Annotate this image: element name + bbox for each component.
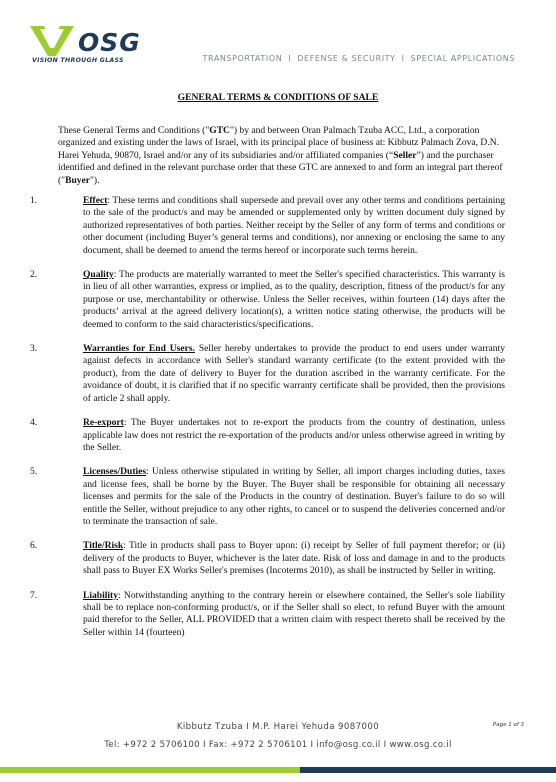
clause-liability: [30, 590, 505, 640]
clause-body: : The products are materially warranted to meet the Seller's specified characteristics. This warranty is in lieu of all other warranties, express or implied, as to the quality, description, fitness of the product/s for any purpose or use, merchantability or otherwise. Unless the Seller receives, within fourteen (14) days after the products’ arrival at the agreed delivery location(s), a written notice stating otherwise, the products will be deemed to conform to the said characteristics/specifications.: [83, 269, 505, 330]
clause-heading: Effect: [83, 195, 108, 206]
clause-number: 3.: [30, 343, 38, 355]
nav-defense-security: DEFENSE & SECURITY: [297, 54, 396, 63]
header-nav: [203, 54, 516, 63]
brand-name: OSG: [78, 28, 141, 57]
footer-address: Kibbutz Tzuba I M.P. Harei Yehuda 9087000: [176, 722, 380, 732]
page-header: [0, 0, 556, 80]
clause-number: 5.: [30, 466, 38, 478]
clause-heading: Re-export: [83, 417, 124, 429]
clause-title-risk: [30, 540, 505, 577]
nav-transportation: TRANSPORTATION: [202, 54, 283, 63]
clause-number: 4.: [30, 417, 38, 429]
intro-text: These General Terms and Conditions (": [58, 125, 210, 136]
intro-defined-term: GTC: [209, 125, 230, 136]
intro-text: ”) and the purchaser identified and defined in the relevant purchase order that these GTC are annexed to and form an integral part thereof (": [58, 149, 503, 186]
nav-separator: I: [401, 54, 405, 63]
clause-body: : Notwithstanding anything to the contrary herein or elsewhere contained, the Seller's sole liability shall be to replace non-conforming product/s, or if the Seller shall so elect, to refund Buyer with the amount paid therefor to the Seller, ALL PROVIDED that a written claim with respect thereto shall be received by the Seller within 14 (fourteen): [83, 589, 505, 638]
nav-special-applications: SPECIAL APPLICATIONS: [410, 54, 515, 63]
intro-text: ") by and between Oran Palmach Tzuba ACC, Ltd., a corporation organized and existing under the laws of Israel, with its principal place of business at: Kibbutz Palmach Zova, D.N. Harei Yehuda, 90870, Israel and/or any of its subsidiaries and/or affiliated companies (“: [58, 125, 499, 161]
clause-number: 7.: [30, 589, 38, 601]
clause-number: 1.: [30, 195, 38, 206]
clause-quality: [30, 269, 505, 331]
osg-logo: [30, 26, 165, 66]
clause-body: : These terms and conditions shall supersede and prevail over any other terms and conditions pertaining to the sale of the product/s and may be amended or supplemented only by written document duly signed by authorized representatives of both parties. Neither receipt by the Seller of any form of terms and conditions or other document (including Buyer’s general terms and conditions), nor annexing or enclosing the same to any document, shall be deemed to amend the terms hereof or incorporate such terms herein.: [83, 195, 505, 256]
footer-navy-bar: [300, 767, 556, 773]
clause-number: 6.: [30, 540, 38, 552]
clause-warranties: [30, 343, 505, 405]
intro-paragraph: [58, 125, 504, 187]
logo-chevron-icon: [30, 26, 80, 56]
clause-heading: Title/Risk: [83, 540, 124, 552]
clause-effect: [30, 195, 505, 257]
footer-contact: Tel: +972 2 5706100 I Fax: +972 2 5706101 I info@osg.co.il I www.osg.co.il: [104, 740, 452, 750]
intro-defined-term: Buyer: [65, 174, 91, 186]
clause-body: : Unless otherwise stipulated in writing by Seller, all import charges including duties, taxes and license fees, shall be borne by the Buyer. The Buyer shall be responsible for obtaining all necessary licenses and permits for the sale of the Products in the country of destination. Buyer's failure to do so will entitle the Seller, without prejudice to any other rights, to cancel or to suspend the deliveries concerned and/or to terminate the transaction of sale.: [83, 466, 505, 527]
nav-separator: I: [288, 54, 292, 63]
clause-heading: Quality: [83, 269, 114, 281]
clause-heading: Warranties for End Users.: [83, 343, 195, 355]
intro-defined-term: Seller: [393, 149, 417, 161]
clause-licenses-duties: [30, 466, 505, 528]
document-title: GENERAL TERMS & CONDITIONS OF SALE: [177, 92, 379, 103]
brand-tagline: VISION THROUGH GLASS: [32, 57, 124, 64]
footer-green-bar: [0, 767, 300, 773]
clause-re-export: [30, 417, 505, 454]
intro-text: ").: [90, 174, 100, 186]
clause-number: 2.: [30, 269, 38, 281]
clause-body: : Title in products shall pass to Buyer upon: (i) receipt by Seller of full payment therefor; or (ii) delivery of the products to Buyer, whichever is the later date. Risk of loss and damage in and to the products shall pass to Buyer EX Works Seller's premises (Incoterms 2010), as shall be instructed by Seller in writing.: [83, 540, 505, 577]
clause-body: Seller hereby undertakes to provide the product to end users under warranty against defects in accordance with Seller's standard warranty certificate (to the extent provided with the product), from the date of delivery to Buyer for the duration ascribed in the warranty certificate. For the avoidance of doubt, it is clarified that if no specific warranty certificate shall be provided, then the provisions of article 2 shall apply.: [83, 343, 505, 404]
clauses-list: [30, 195, 505, 639]
clause-heading: Liability: [83, 589, 119, 601]
clause-body: : The Buyer undertakes not to re-export the products from the country of destination, unless applicable law does not restrict the re-exportation of the products and/or unless otherwise agreed in writing by the Seller.: [83, 417, 505, 453]
clause-heading: Licenses/Duties: [83, 466, 147, 478]
page-number: Page 1 of 3: [492, 722, 524, 728]
